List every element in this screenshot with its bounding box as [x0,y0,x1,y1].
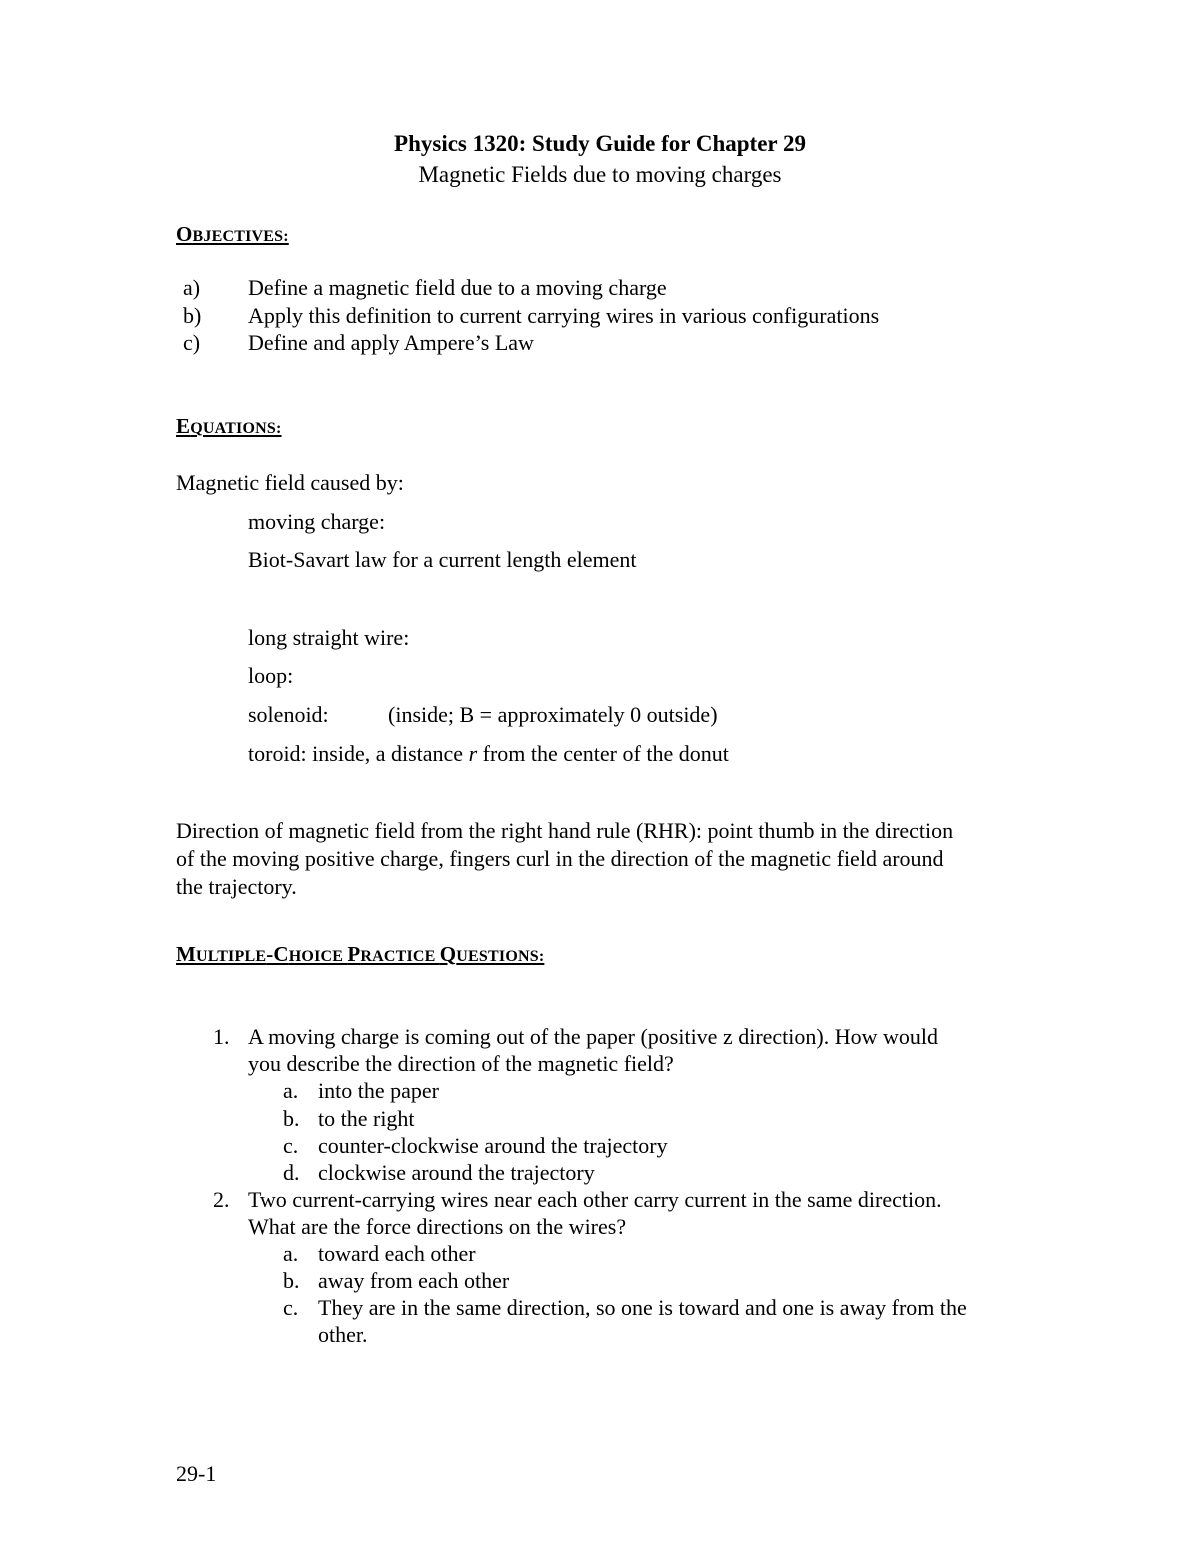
rhr-text-line: Direction of magnetic field from the right hand rule (RHR): point thumb in the direction [176,818,954,843]
objective-letter: c) [183,330,201,355]
equation-line-biot-savart: Biot-Savart law for a current length element [248,547,637,572]
option-letter: b. [283,1106,300,1131]
objective-text: Define a magnetic field due to a moving charge [248,275,667,300]
option-text: counter-clockwise around the trajectory [318,1133,668,1158]
rhr-text-line: the trajectory. [176,874,297,899]
option-text: toward each other [318,1241,476,1266]
option-letter: b. [283,1268,300,1293]
mcq-heading: MULTIPLE-CHOICE PRACTICE QUESTIONS: [176,942,545,966]
option-text: away from each other [318,1268,510,1293]
equation-line-long-wire: long straight wire: [248,625,410,650]
question-text: Two current-carrying wires near each other carry current in the same direction. [248,1187,942,1212]
option-text-continued: other. [318,1322,368,1347]
equation-line-moving-charge: moving charge: [248,509,386,534]
objectives-heading: OBJECTIVES: [176,222,289,246]
objective-letter: a) [183,275,201,300]
option-letter: a. [283,1241,299,1266]
option-letter: c. [283,1133,299,1158]
question-number: 2. [213,1187,230,1212]
solenoid-note: (inside; B = approximately 0 outside) [388,702,718,727]
page-title: Physics 1320: Study Guide for Chapter 29 [394,131,806,156]
objective-text: Define and apply Ampere’s Law [248,330,534,355]
equation-line-toroid: toroid: inside, a distance r from the center of the donut [248,741,729,766]
question-text: What are the force directions on the wires? [248,1214,627,1239]
equations-heading: EQUATIONS: [176,414,282,438]
option-text: clockwise around the trajectory [318,1160,595,1185]
question-number: 1. [213,1024,230,1049]
question-text: you describe the direction of the magnetic field? [248,1051,674,1076]
page-subtitle: Magnetic Fields due to moving charges [418,162,782,187]
option-letter: d. [283,1160,300,1185]
equation-line-loop: loop: [248,663,294,688]
objective-text: Apply this definition to current carrying wires in various configurations [248,303,880,328]
equation-line-solenoid: solenoid: [248,702,329,727]
rhr-text-line: of the moving positive charge, fingers curl in the direction of the magnetic field around [176,846,944,871]
option-letter: a. [283,1078,299,1103]
option-text: into the paper [318,1078,439,1103]
page-number: 29-1 [176,1461,217,1486]
question-text: A moving charge is coming out of the paper (positive z direction). How would [248,1024,939,1049]
objective-letter: b) [183,303,202,328]
option-letter: c. [283,1295,299,1320]
option-text: to the right [318,1106,415,1131]
equations-intro: Magnetic field caused by: [176,470,404,495]
option-text: They are in the same direction, so one is toward and one is away from the [318,1295,967,1320]
